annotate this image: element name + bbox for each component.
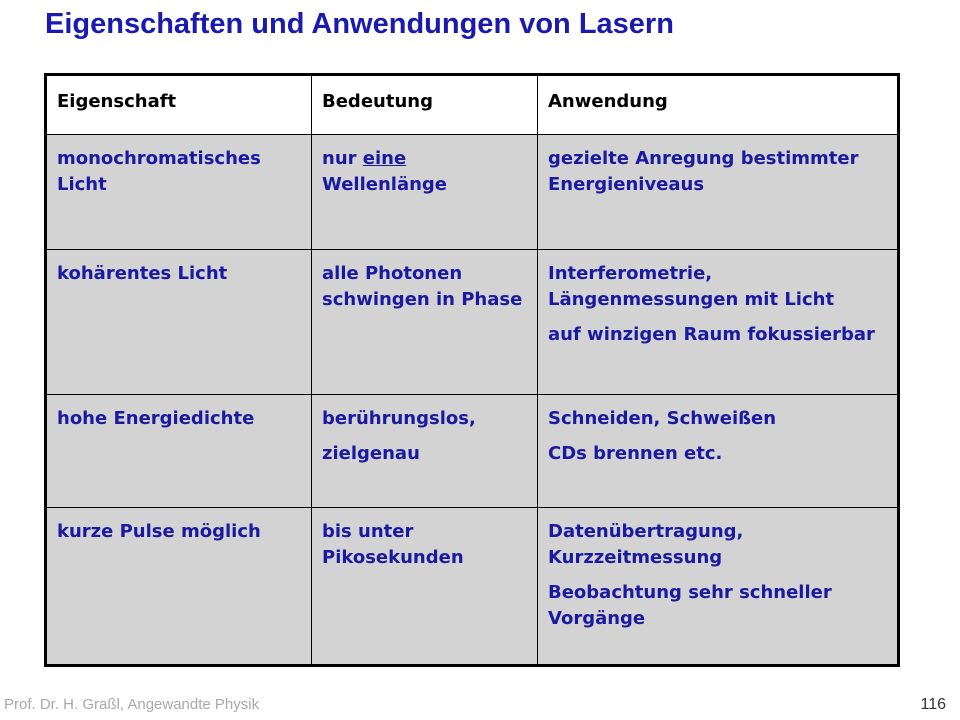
laser-properties-table [44, 73, 900, 667]
cell-anwendung [538, 250, 899, 395]
cell-anwendung [538, 395, 899, 508]
bedeutung-line: bis unter Pikosekunden [322, 521, 464, 568]
page-number: 116 [920, 696, 946, 713]
anwendung-line: Beobachtung sehr schneller Vorgänge [548, 582, 832, 629]
header-eigenschaft: Eigenschaft [46, 75, 312, 135]
table-row [46, 250, 899, 395]
table-header-row [46, 75, 899, 135]
anwendung-line: gezielte Anregung bestimmter Energieniveaus [548, 148, 859, 195]
cell-bedeutung [312, 250, 538, 395]
anwendung-line: auf winzigen Raum fokussierbar [548, 324, 875, 345]
bedeutung-underlined-text: eine [362, 148, 407, 169]
anwendung-line: CDs brennen etc. [548, 443, 723, 464]
cell-eigenschaft: hohe Energiedichte [46, 395, 312, 508]
bedeutung-line: zielgenau [322, 443, 420, 464]
cell-eigenschaft: kurze Pulse möglich [46, 508, 312, 666]
cell-anwendung [538, 135, 899, 250]
cell-eigenschaft: kohärentes Licht [46, 250, 312, 395]
anwendung-line: Datenübertragung, Kurzzeitmessung [548, 521, 744, 568]
table-row [46, 508, 899, 666]
cell-anwendung [538, 508, 899, 666]
table-row [46, 395, 899, 508]
cell-bedeutung [312, 395, 538, 508]
bedeutung-text: nur [322, 148, 363, 169]
page-title: Eigenschaften und Anwendungen von Lasern [45, 8, 674, 40]
cell-bedeutung [312, 135, 538, 250]
footer-author: Prof. Dr. H. Graßl, Angewandte Physik [4, 696, 260, 713]
header-bedeutung: Bedeutung [312, 75, 538, 135]
bedeutung-line: berührungslos, [322, 408, 476, 429]
anwendung-line: Schneiden, Schweißen [548, 408, 777, 429]
cell-eigenschaft: monochromatisches Licht [46, 135, 312, 250]
anwendung-line: Interferometrie, Längenmessungen mit Licht [548, 263, 835, 310]
bedeutung-line: alle Photonen schwingen in Phase [322, 263, 523, 310]
cell-bedeutung [312, 508, 538, 666]
table-row [46, 135, 899, 250]
header-anwendung: Anwendung [538, 75, 899, 135]
bedeutung-text: Wellenlänge [322, 174, 448, 195]
